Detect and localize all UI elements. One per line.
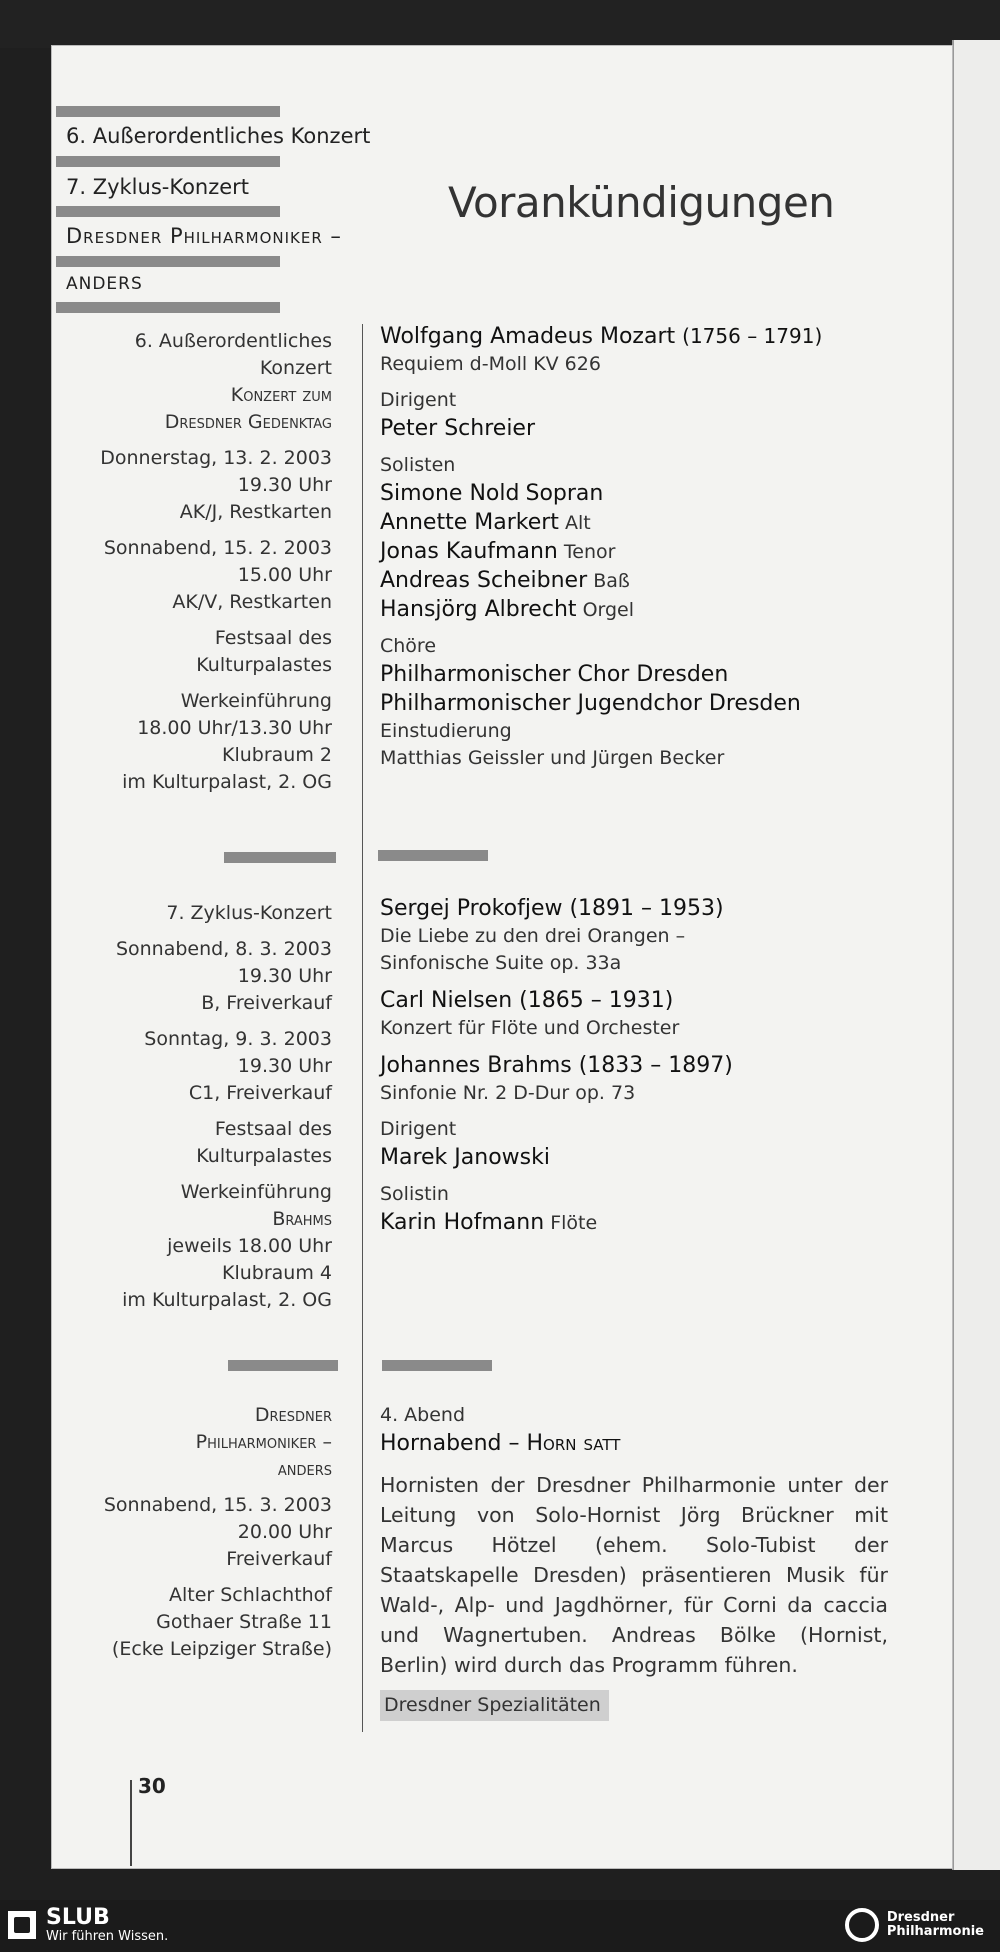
venue: Festsaal des <box>214 627 332 649</box>
dresdner-philharmonie-logo[interactable] <box>845 1908 984 1942</box>
work-title: Requiem d-Moll KV 626 <box>380 353 601 375</box>
introduction-room: Klubraum 2 <box>222 744 332 766</box>
composer-name: Sergej Prokofjew <box>380 896 563 921</box>
conductor-name: Peter Schreier <box>380 416 536 441</box>
event-label: 7. Zyklus-Konzert <box>166 902 332 924</box>
event-subtitle: Dresdner Gedenktag <box>164 411 332 433</box>
choir-name: Philharmonischer Jugendchor Dresden <box>380 691 801 716</box>
event-subtitle: Konzert zum <box>230 384 332 406</box>
ticket-info: B, Freiverkauf <box>201 992 332 1014</box>
soloist-voice: Baß <box>593 570 630 592</box>
venue-address: Gothaer Straße 11 <box>156 1611 332 1633</box>
introduction-location: im Kulturpalast, 2. OG <box>122 771 332 793</box>
series-bar <box>56 302 280 313</box>
page-number-rule <box>130 1780 132 1866</box>
choirs-label: Chöre <box>380 635 437 657</box>
rehearsal-names: Matthias Geissler und Jürgen Becker <box>380 747 725 769</box>
introduction-time: jeweils 18.00 Uhr <box>167 1235 332 1257</box>
introduction-location: im Kulturpalast, 2. OG <box>122 1289 332 1311</box>
introduction-topic: Brahms <box>272 1208 332 1230</box>
soloist-label: Solistin <box>380 1183 449 1205</box>
event-label: Konzert <box>259 357 332 379</box>
slub-logo[interactable] <box>8 1906 168 1944</box>
soloist-voice: Alt <box>564 512 591 534</box>
composer-name: Wolfgang Amadeus Mozart <box>380 324 676 349</box>
column-divider <box>362 324 363 1732</box>
introduction-label: Werkeinführung <box>180 1181 332 1203</box>
philharmonie-ring-icon <box>845 1908 879 1942</box>
conductor-name: Marek Janowski <box>380 1145 550 1170</box>
series-item: Dresdner Philharmoniker – <box>66 224 342 248</box>
series-item: 6. Außerordentliches Konzert <box>66 124 371 148</box>
event-number: 4. Abend <box>380 1404 466 1426</box>
program-3 <box>380 1402 888 1721</box>
event-title-subtitle: Horn satt <box>526 1431 621 1456</box>
page-title: Vorankündigungen <box>448 178 835 227</box>
event-time: 19.30 Uhr <box>237 1055 332 1077</box>
composer-years: (1891 – 1953) <box>569 896 724 921</box>
section-bar <box>378 850 488 861</box>
event-date: Sonnabend, 15. 3. 2003 <box>103 1494 332 1516</box>
soloist-name: Simone Nold <box>380 481 520 506</box>
series-bar <box>56 106 280 117</box>
event-date: Sonntag, 9. 3. 2003 <box>144 1028 332 1050</box>
event-info-1 <box>92 328 332 805</box>
soloists-label: Solisten <box>380 454 456 476</box>
logo-line: Philharmonie <box>886 1924 984 1939</box>
event-date: Sonnabend, 8. 3. 2003 <box>115 938 332 960</box>
soloist-name: Annette Markert <box>380 510 559 535</box>
work-title: Die Liebe zu den drei Orangen – <box>380 925 686 947</box>
event-date: Sonnabend, 15. 2. 2003 <box>103 537 332 559</box>
event-info-2 <box>92 900 332 1323</box>
page-number: 30 <box>138 1774 166 1798</box>
work-title: Konzert für Flöte und Orchester <box>380 1017 680 1039</box>
venue: Festsaal des <box>214 1118 332 1140</box>
conductor-label: Dirigent <box>380 389 457 411</box>
composer-name: Carl Nielsen <box>380 988 513 1013</box>
soloist-name: Jonas Kaufmann <box>380 539 558 564</box>
event-info-3 <box>92 1402 332 1672</box>
section-bar <box>382 1360 492 1371</box>
event-time: 15.00 Uhr <box>237 564 332 586</box>
event-time: 19.30 Uhr <box>237 474 332 496</box>
event-label: 6. Außerordentliches <box>134 330 332 352</box>
venue: Kulturpalastes <box>196 654 332 676</box>
soloist-name: Hansjörg Albrecht <box>380 597 577 622</box>
next-page-edge <box>952 40 1000 1870</box>
introduction-time: 18.00 Uhr/13.30 Uhr <box>137 717 332 739</box>
ticket-info: C1, Freiverkauf <box>188 1082 332 1104</box>
scan-top-border <box>0 0 1000 48</box>
event-label: anders <box>277 1458 332 1480</box>
program-1 <box>380 322 890 781</box>
section-bar <box>228 1360 338 1371</box>
ticket-info: AK/V, Restkarten <box>172 591 332 613</box>
event-date: Donnerstag, 13. 2. 2003 <box>100 447 332 469</box>
composer-years: (1833 – 1897) <box>578 1053 733 1078</box>
series-bar <box>56 206 280 217</box>
ticket-info: AK/J, Restkarten <box>179 501 332 523</box>
logo-line: Dresdner <box>886 1910 955 1925</box>
composer-years: (1865 – 1931) <box>519 988 674 1013</box>
slub-book-icon <box>8 1911 36 1939</box>
section-bar <box>224 852 336 863</box>
series-item: ANDERS <box>66 274 143 294</box>
soloist-name: Karin Hofmann <box>380 1210 545 1235</box>
composer-name: Johannes Brahms <box>380 1053 572 1078</box>
program-2 <box>380 894 890 1246</box>
choir-name: Philharmonischer Chor Dresden <box>380 662 729 687</box>
event-time: 20.00 Uhr <box>237 1521 332 1543</box>
soloist-voice: Sopran <box>525 481 604 506</box>
soloist-voice: Tenor <box>563 541 616 563</box>
venue: Alter Schlachthof <box>168 1584 332 1606</box>
slub-name: SLUB <box>46 1905 110 1930</box>
ticket-info: Freiverkauf <box>226 1548 332 1570</box>
soloist-name: Andreas Scheibner <box>380 568 588 593</box>
event-label: Dresdner <box>254 1404 332 1426</box>
series-tag <box>380 1690 609 1721</box>
work-title: Sinfonie Nr. 2 D-Dur op. 73 <box>380 1082 636 1104</box>
series-item: 7. Zyklus-Konzert <box>66 175 250 199</box>
event-title: Hornabend – <box>380 1431 527 1456</box>
work-title: Sinfonische Suite op. 33a <box>380 952 622 974</box>
event-description: Hornisten der Dresdner Philharmonie unter der Leitung von Solo-Hornist Jörg Brückner mit Marcus Hötzel (ehem. Solo-Tubist der Staatskapelle Dresden) präsentieren Musik für Wald-, Alp- und Jagdhörner, für Corni da caccia und Wagnertuben. Andreas Bölke (Hornist, Berlin) wird durch das Programm führen. <box>380 1473 888 1677</box>
event-label: Philharmoniker – <box>195 1431 332 1453</box>
rehearsal-label: Einstudierung <box>380 720 512 742</box>
venue-address: (Ecke Leipziger Straße) <box>111 1638 332 1660</box>
conductor-label: Dirigent <box>380 1118 457 1140</box>
soloist-instrument: Flöte <box>550 1212 598 1234</box>
introduction-room: Klubraum 4 <box>222 1262 332 1284</box>
slub-tagline: Wir führen Wissen. <box>46 1929 169 1944</box>
series-bar <box>56 256 280 267</box>
introduction-label: Werkeinführung <box>180 690 332 712</box>
soloist-voice: Orgel <box>582 599 635 621</box>
composer-years: (1756 – 1791) <box>682 324 823 348</box>
series-bar <box>56 156 280 167</box>
event-time: 19.30 Uhr <box>237 965 332 987</box>
series-tag-label: Dresdner Spezialitäten <box>384 1694 601 1716</box>
venue: Kulturpalastes <box>196 1145 332 1167</box>
